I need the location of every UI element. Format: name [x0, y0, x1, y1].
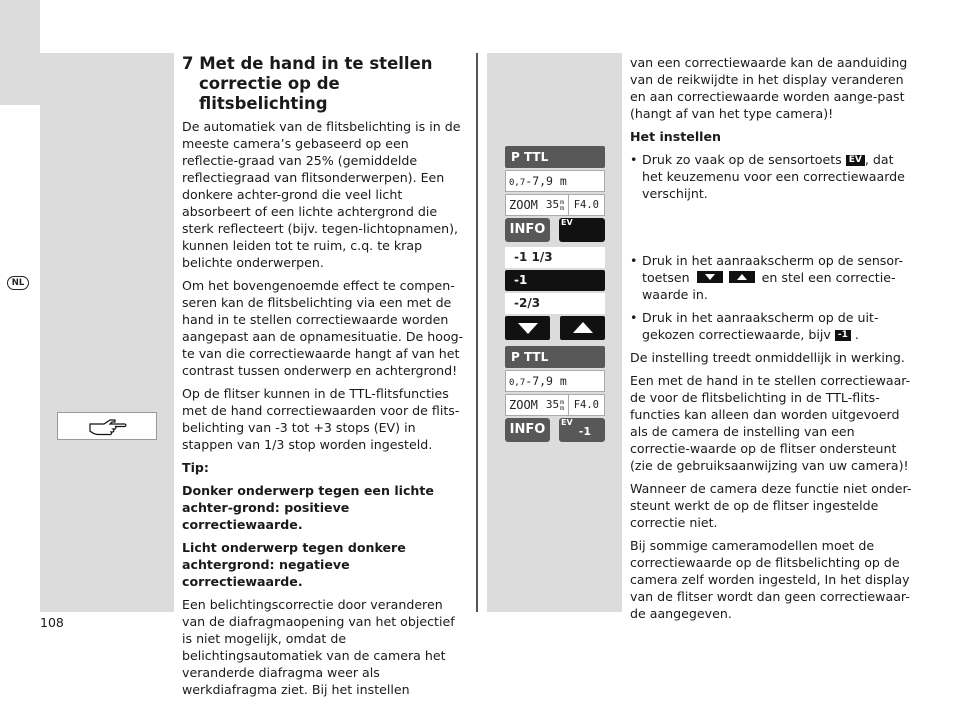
ev-button[interactable] — [559, 418, 605, 442]
range-value: -7,9 m — [525, 174, 567, 188]
range-row — [505, 170, 605, 192]
aperture-value: F4.0 — [568, 195, 604, 215]
aperture-value: F4.0 — [568, 395, 604, 415]
zoom-unit: m m — [560, 398, 565, 412]
ev-option[interactable]: -2/3 — [505, 293, 605, 314]
paragraph-intro: De automatiek van de flitsbelichting is in de meeste camera’s gebaseerd op een reflectie-graad van 25% (gemiddelde reflectiegraad van flitsonderwerpen). Een donkere achter-grond die veel licht absorbeert of een lichte achtergrond die sterk reflecteert (bijv. tegen-lichtopnamen), kunnen leiden tot te ruim, c.q. te krap belichte onderwerpen. — [182, 119, 461, 270]
left-margin-panel — [40, 53, 174, 612]
ev-option-selected[interactable]: -1 — [505, 270, 605, 291]
text-column-right — [630, 54, 915, 628]
minus-one-key-icon: -1 — [835, 330, 851, 341]
zoom-value: 35 — [545, 398, 560, 411]
paragraph-camera-models: Bij sommige cameramodellen moet de correctiewaarde op de flitsbelichting op de camera zelf worden ingesteld, In het display van de flitser wordt dan geen correctiewaar-de aangegeven. — [630, 538, 910, 621]
tip-label: Tip: — [182, 460, 209, 475]
softkey-row — [505, 418, 605, 442]
arrow-up-icon[interactable] — [560, 316, 605, 340]
arrow-down-icon — [697, 271, 723, 283]
paragraph-range-note: van een correctiewaarde kan de aanduiding van de reikwijdte in het display veranderen en aan correctiewaarde worden aange-past (hangt af van het type camera)! — [630, 55, 908, 121]
step-3: • Druk in het aanraakscherm op de uit-gekozen correctiewaarde, bijv -1 . — [630, 310, 879, 342]
tip-dark-subject: Donker onderwerp tegen een lichte achter-grond: positieve correctiewaarde. — [182, 483, 434, 532]
ev-value: -1 — [578, 425, 591, 438]
pointing-hand-icon — [88, 417, 128, 437]
zoom-value: 35 — [545, 198, 560, 211]
zoom-row — [505, 394, 605, 416]
ev-option[interactable]: -1 1/3 — [505, 247, 605, 268]
mode-bar: P TTL — [505, 146, 605, 168]
paragraph-immediate: De instelling treedt onmiddellijk in werking. — [630, 350, 905, 365]
range-prefix: 0,7 — [509, 378, 526, 388]
language-tab — [0, 0, 40, 105]
column-divider — [476, 53, 478, 612]
range-value: -7,9 m — [525, 374, 567, 388]
softkey-row — [505, 218, 605, 242]
paragraph-range: Op de flitser kunnen in de TTL-flitsfuncties met de hand correctiewaarden voor de flits-belichting van -3 tot +3 stops (EV) in stappen van 1/3 stop worden ingesteld. — [182, 386, 460, 452]
arrow-up-icon — [729, 271, 755, 283]
range-prefix: 0,7 — [509, 178, 526, 188]
correction-menu — [505, 247, 605, 316]
ev-button[interactable] — [559, 218, 605, 242]
paragraph-aperture: Een belichtingscorrectie door veranderen van de diafragmaopening van het objectief is niet mogelijk, omdat de belichtingsautomatiek van de camera het veranderde diafragma weer als werkdiafragma ziet. Bij het instellen — [182, 597, 455, 697]
zoom-row — [505, 194, 605, 216]
language-badge: NL — [7, 276, 29, 290]
arrow-keys — [505, 316, 605, 340]
subheading-setting: Het instellen — [630, 129, 721, 144]
tip-light-subject: Licht onderwerp tegen donkere achtergrond: negatieve correctiewaarde. — [182, 540, 406, 589]
zoom-label: ZOOM — [509, 198, 538, 212]
paragraph-camera-support: Een met de hand in te stellen correctiewaar-de voor de flitsbelichting in de TTL-flits-functies kan alleen dan worden uitgevoerd als de camera de instelling van een correctie-waarde op de flitser ondersteunt (zie de gebruiksaanwijzing van uw camera)! — [630, 373, 911, 473]
arrow-down-icon[interactable] — [505, 316, 550, 340]
text-column-left — [182, 54, 467, 704]
paragraph-not-supported: Wanneer de camera deze functie niet onder-steunt werkt de op de flitser ingestelde correctie niet. — [630, 481, 912, 530]
page-number: 108 — [40, 615, 64, 630]
flash-display-after — [505, 346, 605, 442]
range-row — [505, 370, 605, 392]
info-button[interactable]: INFO — [505, 418, 550, 442]
heading-line-1: 7 Met de hand in te stellen — [182, 54, 433, 73]
step-2: • Druk in het aanraakscherm op de sensor-toetsen en stel een correctie-waarde in. — [630, 253, 903, 302]
zoom-label: ZOOM — [509, 398, 538, 412]
flash-display-before — [505, 146, 605, 242]
zoom-unit: m m — [560, 198, 565, 212]
info-button[interactable]: INFO — [505, 218, 550, 242]
ev-label: EV — [561, 418, 573, 427]
step-1: • Druk zo vaak op de sensortoets EV , dat het keuzemenu voor een correctiewaarde verschijnt. — [630, 152, 905, 201]
ev-label: EV — [561, 218, 573, 227]
tip-marker — [57, 412, 157, 440]
paragraph-compensation: Om het bovengenoemde effect te compen-seren kan de flitsbelichting via een met de hand in te stellen correctiewaarde worden aangepast aan de opnamesituatie. De hoog-te van die correctiewaarde hangt af van het contrast tussen onderwerp en achtergrond! — [182, 278, 464, 378]
ev-key-icon: EV — [846, 155, 865, 166]
section-heading — [182, 54, 467, 114]
mode-bar: P TTL — [505, 346, 605, 368]
heading-line-2: correctie op de flitsbelichting — [199, 74, 340, 113]
